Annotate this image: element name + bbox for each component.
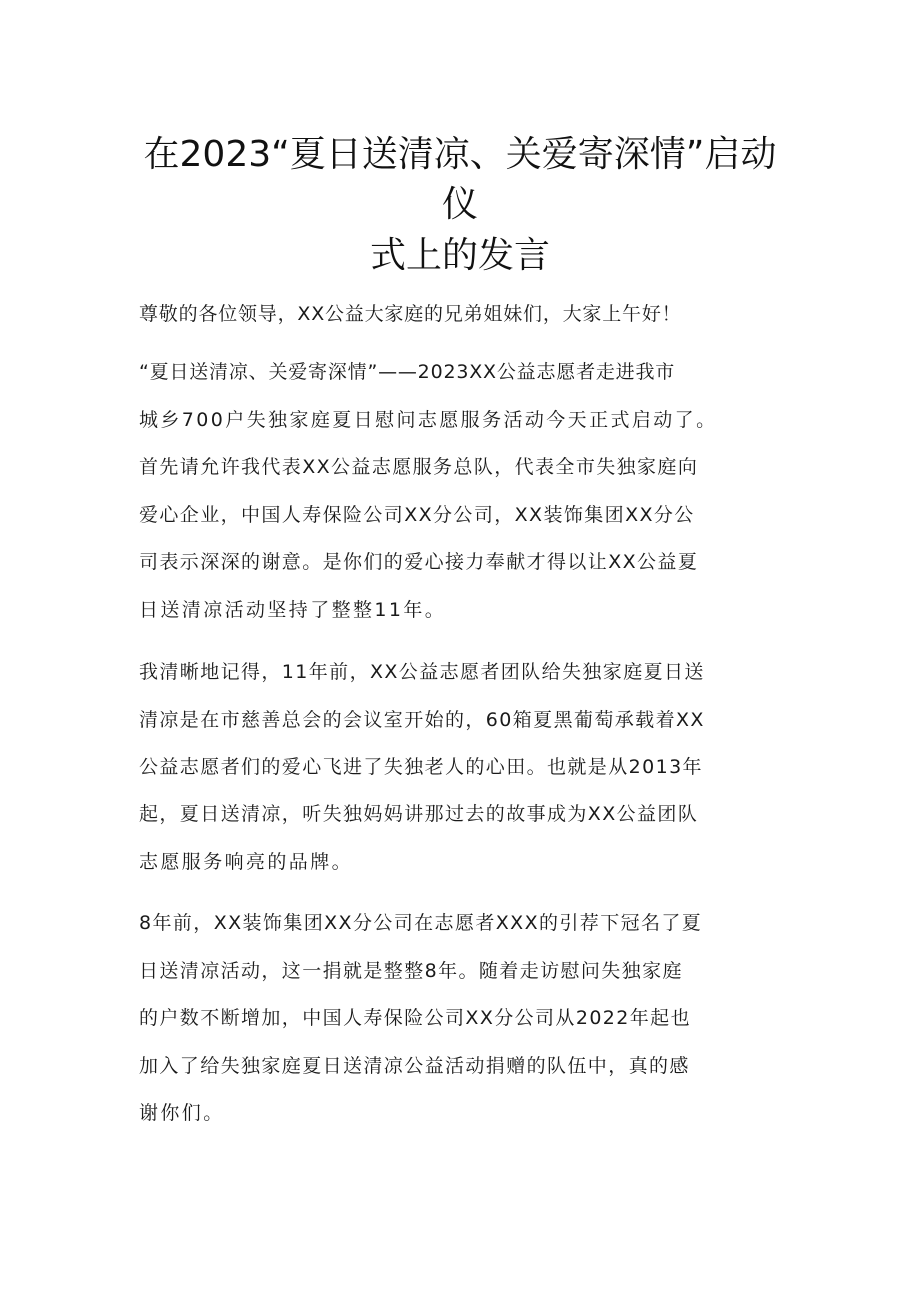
paragraph-3-line-1: 我清晰地记得，11年前，XX公益志愿者团队给失独家庭夏日送 [139, 661, 705, 683]
document-title-line-3: 式上的发言 [369, 235, 550, 276]
paragraph-3-line-2: 清凉是在市慈善总会的会议室开始的，60箱夏黑葡萄承载着XX [139, 709, 705, 731]
paragraph-4-line-1: 8年前，XX装饰集团XX分公司在志愿者XXX的引荐下冠名了夏 [139, 912, 703, 934]
document-title-line-2: 仪 [441, 184, 478, 225]
paragraph-3-line-3: 公益志愿者们的爱心飞进了失独老人的心田。也就是从2013年 [139, 756, 703, 778]
paragraph-4-line-2: 日送清凉活动，这一捐就是整整8年。随着走访慰问失独家庭 [139, 960, 683, 982]
paragraph-4-line-5: 谢你们。 [139, 1102, 225, 1124]
document-title-line-1: 在2023“夏日送清凉、关爱寄深情”启动 [143, 134, 777, 175]
paragraph-4-line-4: 加入了给失独家庭夏日送清凉公益活动捐赠的队伍中，真的感 [139, 1055, 690, 1077]
paragraph-3-line-5: 志愿服务响亮的品牌。 [139, 851, 354, 873]
paragraph-3-line-4: 起，夏日送清凉，听失独妈妈讲那过去的故事成为XX公益团队 [139, 803, 699, 825]
paragraph-2-line-6: 日送清凉活动坚持了整整11年。 [139, 599, 447, 621]
paragraph-2-line-4: 爱心企业，中国人寿保险公司XX分公司，XX装饰集团XX分公 [139, 504, 695, 526]
salutation-line: 尊敬的各位领导，XX公益大家庭的兄弟姐妹们，大家上午好！ [139, 303, 682, 325]
paragraph-2-line-5: 司表示深深的谢意。是你们的爱心接力奉献才得以让XX公益夏 [139, 551, 699, 573]
paragraph-2-line-2: 城乡700户失独家庭夏日慰问志愿服务活动今天正式启动了。 [139, 409, 718, 431]
paragraph-4-line-3: 的户数不断增加，中国人寿保险公司XX分公司从2022年起也 [139, 1007, 691, 1029]
paragraph-2-line-1: “夏日送清凉、关爱寄深情”——2023XX公益志愿者走进我市 [139, 361, 676, 383]
paragraph-2-line-3: 首先请允许我代表XX公益志愿服务总队，代表全市失独家庭向 [139, 456, 699, 478]
